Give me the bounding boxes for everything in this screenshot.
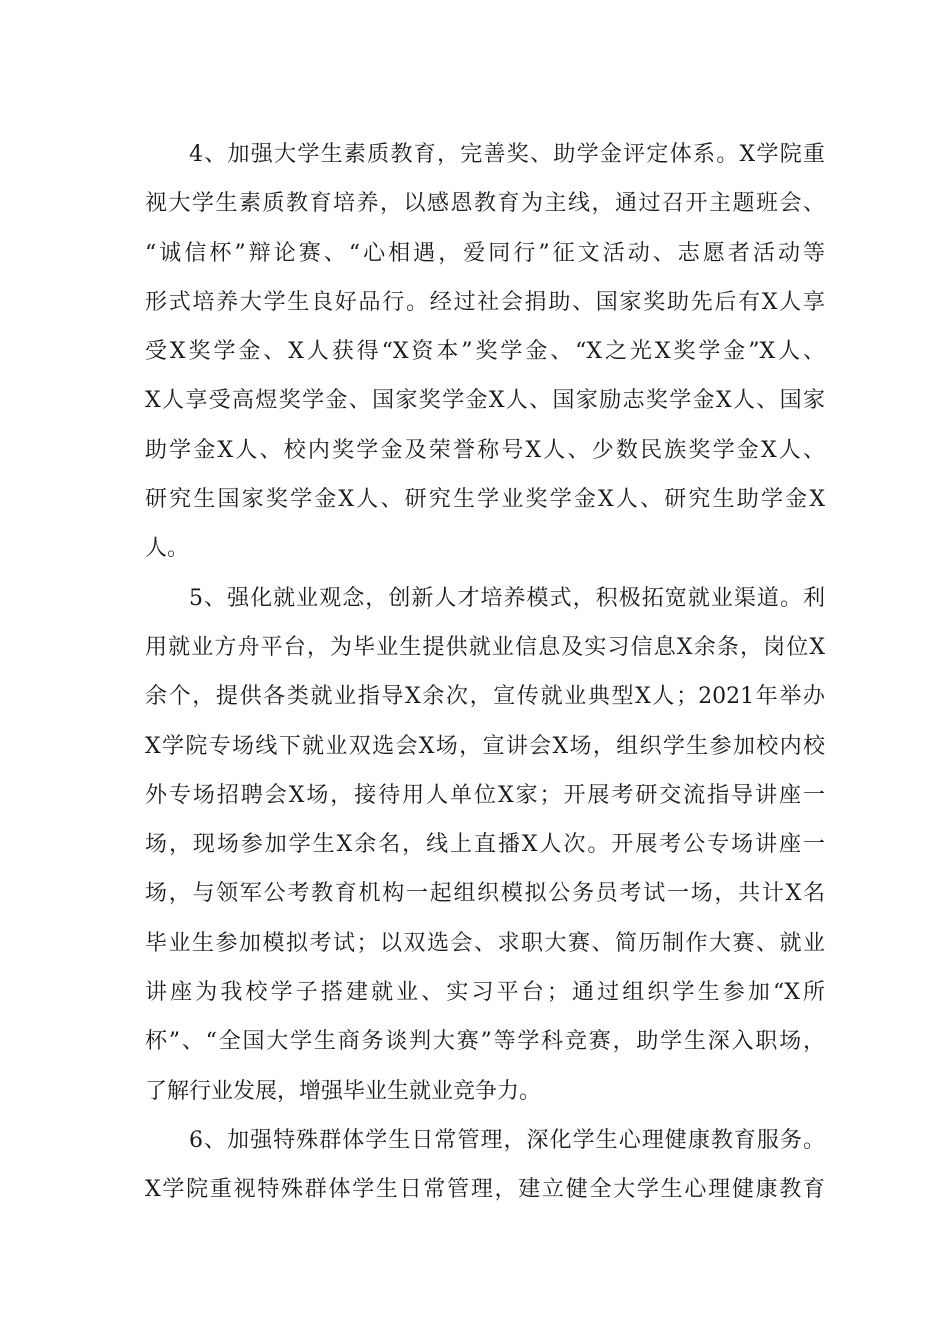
paragraph-line: 杯”、“全国大学生商务谈判大赛”等学科竞赛，助学生深入职场， [145, 1029, 825, 1055]
paragraph-line: 讲座为我校学子搭建就业、实习平台；通过组织学生参加“X所 [145, 980, 825, 1006]
paragraph-line: 外专场招聘会X场，接待用人单位X家；开展考研交流指导讲座一 [145, 782, 825, 808]
paragraph-line: 形式培养大学生良好品行。经过社会捐助、国家奖助先后有X人享 [145, 289, 825, 315]
paragraph-line: 视大学生素质教育培养，以感恩教育为主线，通过召开主题班会、 [145, 191, 825, 217]
paragraph-line: 场，与领军公考教育机构一起组织模拟公务员考试一场，共计X名 [145, 881, 825, 907]
paragraph-line: 场，现场参加学生X余名，线上直播X人次。开展考公专场讲座一 [145, 832, 825, 858]
paragraph-line: X学院专场线下就业双选会X场，宣讲会X场，组织学生参加校内校 [145, 733, 825, 759]
paragraph-line: 4、加强大学生素质教育，完善奖、助学金评定体系。X学院重 [189, 142, 825, 167]
paragraph-line: X人享受高煜奖学金、国家奖学金X人、国家励志奖学金X人、国家 [145, 388, 825, 414]
body-text [145, 130, 825, 1215]
paragraph-line: 毕业生参加模拟考试；以双选会、求职大赛、简历制作大赛、就业 [145, 930, 825, 956]
paragraph-line: X学院重视特殊群体学生日常管理，建立健全大学生心理健康教育 [145, 1177, 825, 1203]
paragraph-line: 人。 [145, 536, 190, 562]
paragraph-line: 了解行业发展，增强毕业生就业竞争力。 [145, 1078, 542, 1104]
paragraph-line: 研究生国家奖学金X人、研究生学业奖学金X人、研究生助学金X [145, 487, 825, 513]
paragraph-line: 受X奖学金、X人获得“X资本”奖学金、“X之光X奖学金”X人、 [145, 339, 825, 365]
paragraph-line: 用就业方舟平台，为毕业生提供就业信息及实习信息X余条，岗位X [145, 634, 825, 660]
paragraph-line: “诚信杯”辩论赛、“心相遇，爱同行”征文活动、志愿者活动等 [145, 240, 825, 266]
paragraph-4 [145, 130, 825, 574]
paragraph-5 [145, 574, 825, 1116]
paragraph-line: 助学金X人、校内奖学金及荣誉称号X人、少数民族奖学金X人、 [145, 437, 825, 463]
paragraph-6 [145, 1116, 825, 1215]
paragraph-line: 余个，提供各类就业指导X余次，宣传就业典型X人；2021年举办 [145, 684, 825, 710]
paragraph-line: 6、加强特殊群体学生日常管理，深化学生心理健康教育服务。 [189, 1127, 825, 1153]
paragraph-line: 5、强化就业观念，创新人才培养模式，积极拓宽就业渠道。利 [189, 585, 825, 611]
